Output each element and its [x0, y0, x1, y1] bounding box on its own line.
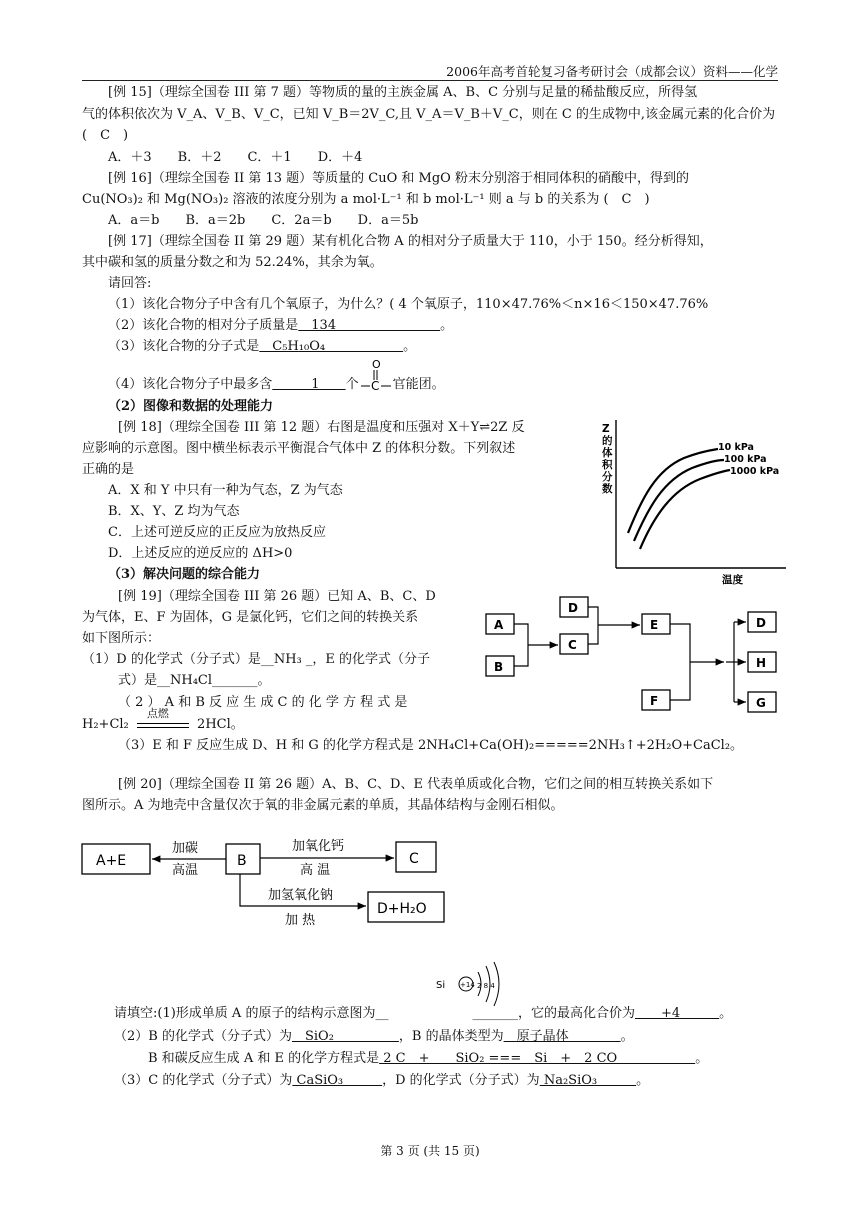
ex15-line1: [例 15]（理综全国卷 III 第 7 题）等物质的量的主族金属 A、B、C 分别与足量的稀盐酸反应，所得氢: [108, 85, 698, 100]
ex19-q2b-right: 2HCl。: [197, 717, 244, 732]
ex20-q2b-answer: 2 C + SiO₂ === Si + 2 CO: [379, 1051, 696, 1066]
ex17-q4-mid: 个: [345, 377, 359, 392]
svg-text:B: B: [237, 853, 247, 869]
ex19-line1: [例 19]（理综全国卷 III 第 26 题）已知 A、B、C、D: [118, 589, 436, 604]
ex20-q2b: [148, 1050, 708, 1068]
ex20-q2b-end: 。: [695, 1051, 709, 1066]
ex20-q3-mid: ，D 的化学式（分子式）为: [382, 1073, 540, 1088]
ex19-q2a: （ 2 ） A 和 B 反 应 生 成 C 的 化 学 方 程 式 是: [118, 695, 408, 710]
section-3-heading: （3）解决问题的综合能力: [108, 567, 261, 582]
ex18-option-b: B．X、Y、Z 均为气态: [108, 504, 240, 519]
ex19-conversion-diagram: [480, 590, 780, 720]
svg-text:D+H₂O: D+H₂O: [377, 901, 427, 917]
ex18-line3: 正确的是: [82, 462, 135, 477]
ex20-q3-answer: CaSiO₃: [292, 1073, 383, 1088]
ex18-line1: [例 18]（理综全国卷 III 第 12 题）右图是温度和压强对 X＋Y⇌2Z 反: [118, 420, 525, 435]
ex17-q4-prompt: （4）该化合物分子中最多含: [108, 377, 273, 392]
ex16-line2: Cu(NO₃)₂ 和 Mg(NO₃)₂ 溶液的浓度分别为 a mol·L⁻¹ 和 b mol·L⁻¹ 则 a 与 b 的关系为 ( C ): [82, 192, 650, 207]
svg-text:C: C: [370, 379, 379, 392]
svg-text:D: D: [568, 601, 578, 615]
svg-text:加 热: 加 热: [285, 913, 316, 928]
ex15-line3: ( C ): [82, 128, 129, 143]
ex20-q2-mid: ，B 的晶体类型为: [398, 1029, 504, 1044]
ex20-q1-end: 。: [719, 1006, 733, 1021]
ex17-q1: （1）该化合物分子中含有几个氧原子，为什么？( 4 个氧原子，110×47.76%＜n×16＜150×47.76%: [108, 297, 709, 312]
ex20-q2-end: 。: [620, 1029, 634, 1044]
carbonyl-group-icon: [359, 358, 393, 392]
ex20-q2b-prompt: B 和碳反应生成 A 和 E 的化学方程式是: [148, 1051, 380, 1066]
label-100kpa: 100 kPa: [724, 454, 767, 465]
svg-text:H: H: [756, 656, 767, 670]
ex19-q2b-left: H₂+Cl₂: [82, 717, 129, 732]
ex17-q3: [108, 338, 416, 356]
svg-text:+14: +14: [460, 981, 475, 989]
svg-text:2 8 4: 2 8 4: [477, 982, 495, 990]
ex20-q1-answer: ＿＿+4＿＿＿: [634, 1006, 720, 1021]
curve-10kpa: [628, 449, 718, 533]
svg-text:B: B: [494, 660, 504, 674]
ex18-option-d: D．上述反应的逆反应的 ΔH>0: [108, 546, 293, 561]
reaction-condition-arrow: [133, 706, 193, 732]
ex16-line1: [例 16]（理综全国卷 II 第 13 题）等质量的 CuO 和 MgO 粉末分别溶于相同体积的硝酸中，得到的: [108, 171, 689, 186]
svg-text:D: D: [756, 616, 766, 630]
svg-text:E: E: [650, 618, 659, 632]
ex17-q4: [108, 358, 445, 394]
label-1000kpa: 1000 kPa: [730, 466, 780, 477]
svg-text:加氢氧化钠: 加氢氧化钠: [268, 888, 334, 903]
ex20-q3: [114, 1072, 649, 1090]
svg-text:A+E: A+E: [96, 853, 127, 869]
ex18-line2: 应影响的示意图。图中横坐标表示平衡混合气体中 Z 的体积分数。下列叙述: [82, 441, 516, 456]
svg-text:高 温: 高 温: [300, 863, 331, 878]
page-footer: 第 3 页 (共 15 页): [380, 1144, 480, 1158]
ex19-line2: 为气体，E、F 为固体，G 是氯化钙，它们之间的转换关系: [82, 610, 419, 625]
ex17-q2-end: 。: [440, 318, 454, 333]
ex17-q4-end: 官能团。: [392, 377, 445, 392]
svg-text:C: C: [568, 638, 577, 652]
ex20-q3-end: 。: [636, 1073, 650, 1088]
ex20-q3-answer2: Na₂SiO₃: [539, 1073, 637, 1088]
svg-text:F: F: [650, 694, 659, 708]
ex19-q1b: 式）是__NH₄Cl_______。: [118, 673, 271, 688]
ex20-q2-answer: SiO₂: [291, 1029, 399, 1044]
svg-text:加碳: 加碳: [172, 841, 199, 856]
ex17-q3-end: 。: [403, 339, 417, 354]
ex20-line2: 图所示。A 为地壳中含量仅次于氧的非金属元素的单质，其晶体结构与金刚石相似。: [82, 798, 564, 813]
ignite-label: 点燃: [146, 706, 169, 720]
svg-text:C: C: [409, 851, 419, 867]
ex17-q4-answer: 1: [272, 377, 346, 392]
ex20-q3-prompt: （3）C 的化学式（分子式）为: [114, 1073, 293, 1088]
ex16-options: A．a＝b B．a＝2b C．2a＝b D．a＝5b: [108, 213, 419, 228]
ex19-line3: 如下图所示：: [82, 631, 161, 646]
ex20-q1-gap: _______，它的最高化合价为: [472, 1006, 635, 1021]
svg-text:Si: Si: [436, 980, 446, 991]
ex20-q2-answer2: 原子晶体: [503, 1029, 621, 1044]
ex15-options: A．＋3 B．＋2 C．＋1 D．＋4: [108, 150, 363, 165]
ex20-q2-prompt: （2）B 的化学式（分子式）为: [114, 1029, 292, 1044]
svg-text:G: G: [756, 696, 766, 710]
svg-text:高温: 高温: [172, 863, 199, 878]
section-2-heading: （2）图像和数据的处理能力: [108, 399, 274, 414]
ex15-line2: 气的体积依次为 V_A、V_B、V_C，已知 V_B＝2V_C,且 V_A＝V_B＋V_C，则在 C 的生成物中,该金属元素的化合价为: [82, 107, 776, 122]
ex19-q2b: [82, 706, 244, 734]
ex20-q2: [114, 1028, 634, 1046]
ex17-q3-answer: C₅H₁₀O₄: [259, 339, 404, 354]
svg-text:A: A: [494, 618, 504, 632]
ex17-line3: 请回答:: [108, 276, 152, 291]
ex17-q2: [108, 317, 453, 335]
ex20-conversion-diagram: [80, 830, 460, 930]
ex20-q1-prompt: 请填空:(1)形成单质 A 的原子的结构示意图为__: [114, 1006, 389, 1021]
si-atom-structure-diagram: [434, 958, 514, 1008]
graph-xlabel: 温度: [722, 574, 743, 586]
ex17-q2-prompt: （2）该化合物的相对分子质量是: [108, 318, 299, 333]
svg-text:加氧化钙: 加氧化钙: [292, 839, 345, 854]
ex17-q3-prompt: （3）该化合物的分子式是: [108, 339, 260, 354]
svg-text:O: O: [371, 358, 381, 371]
ex19-q1a: （1）D 的化学式（分子式）是__NH₃ _，E 的化学式（分子: [82, 652, 431, 667]
curve-100kpa: [634, 460, 724, 541]
label-10kpa: 10 kPa: [718, 442, 754, 453]
page-header: 2006年高考首轮复习备考研讨会（成都会议）资料——化学: [446, 64, 778, 79]
ex19-q3: （3）E 和 F 反应生成 D、H 和 G 的化学方程式是 2NH₄Cl+Ca(OH)₂=====2NH₃↑+2H₂O+CaCl₂。: [118, 738, 744, 753]
ex18-option-a: A．X 和 Y 中只有一种为气态，Z 为气态: [108, 483, 343, 498]
graph-ylabel: Z 的体积分数: [602, 423, 613, 495]
pressure-temperature-graph: [594, 418, 790, 588]
ex17-line1: [例 17]（理综全国卷 II 第 29 题）某有机化合物 A 的相对分子质量大于 110，小于 150。经分析得知，: [108, 234, 713, 249]
header-rule: [82, 80, 778, 81]
ex17-line2: 其中碳和氢的质量分数之和为 52.24%，其余为氧。: [82, 255, 383, 270]
ex18-option-c: C．上述可逆反应的正反应为放热反应: [108, 525, 326, 540]
ex17-q2-answer: 134: [298, 318, 441, 333]
ex20-q1: [114, 1005, 732, 1023]
ex20-line1: [例 20]（理综全国卷 II 第 26 题）A、B、C、D、E 代表单质或化合物，它们之间的相互转换关系如下: [118, 777, 714, 792]
